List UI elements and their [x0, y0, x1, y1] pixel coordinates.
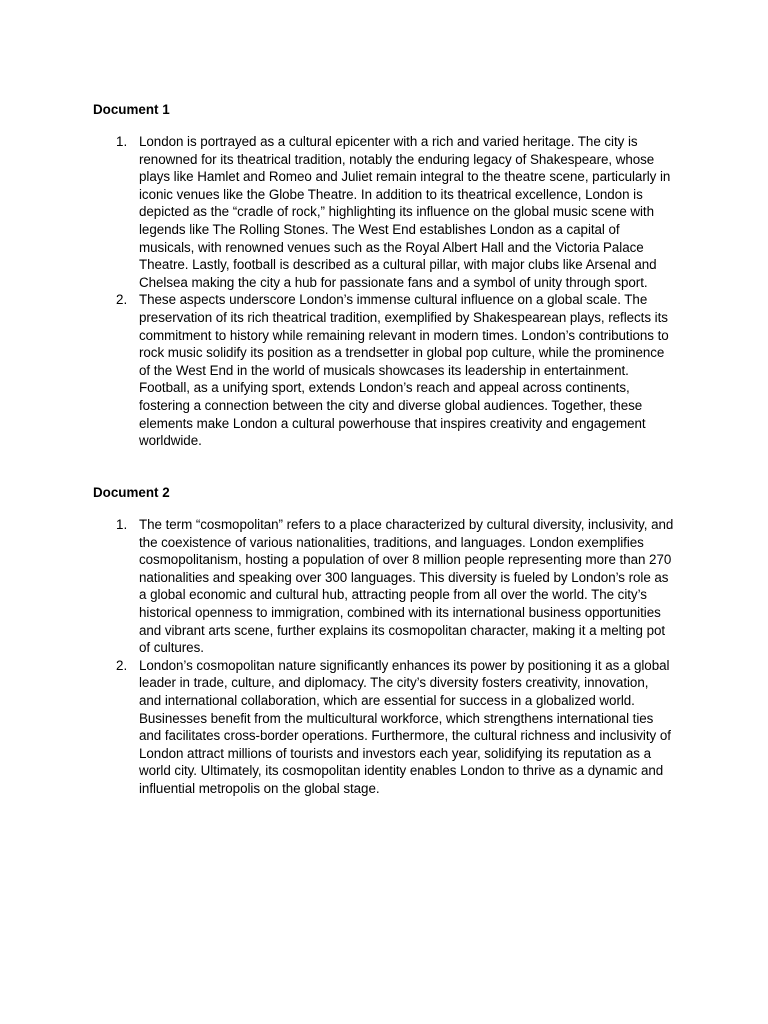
document-2-heading: Document 2 — [93, 485, 170, 500]
list-item-number: 2. — [116, 292, 128, 308]
list-item-text: The term “cosmopolitan” refers to a place characterized by cultural diversity, inclusivity, and the coexistence of various nationalities, traditions, and languages. London exemplifies cosmopolitanism, hosting a population of over 8 million people representing more than 270 nationalities and speaking over 300 languages. This diversity is fueled by London’s role as a global economic and cultural hub, attracting people from all over the world. The city’s historical openness to immigration, combined with its international business opportunities and vibrant arts scene, further explains its cosmopolitan character, making it a melting pot of cultures. — [139, 517, 674, 656]
document-2-list — [0, 516, 768, 798]
list-item-text: London is portrayed as a cultural epicenter with a rich and varied heritage. The city is renowned for its theatrical tradition, notably the enduring legacy of Shakespeare, whose plays like Hamlet and Romeo and Juliet remain integral to the theatre scene, particularly in iconic venues like the Globe Theatre. In addition to its theatrical excellence, London is depicted as the “cradle of rock,” highlighting its influence on the global music scene with legends like The Rolling Stones. The West End establishes London as a capital of musicals, with renowned venues such as the Royal Albert Hall and the Victoria Palace Theatre. Lastly, football is described as a cultural pillar, with major clubs like Arsenal and Chelsea making the city a hub for passionate fans and a symbol of unity through sport. — [139, 134, 671, 290]
document-2-list-item-2 — [0, 657, 768, 798]
list-item-number: 1. — [116, 517, 128, 532]
document-1-list — [0, 133, 768, 450]
document-1-list-item-1 — [0, 133, 768, 291]
document-1-heading: Document 1 — [93, 102, 170, 117]
list-item-text: These aspects underscore London’s immense cultural influence on a global scale. The preservation of its rich theatrical tradition, exemplified by Shakespearean plays, reflects its commitment to history while remaining relevant in modern times. London’s contributions to rock music solidify its position as a trendsetter in global pop culture, while the prominence of the West End in the world of musicals showcases its leadership in entertainment. Football, as a unifying sport, extends London’s reach and appeal across continents, fostering a connection between the city and diverse global audiences. Together, these elements make London a cultural powerhouse that inspires creativity and engagement worldwide. — [139, 292, 669, 449]
document-2-list-item-1 — [0, 516, 768, 657]
document-1-list-item-2 — [0, 291, 768, 449]
list-item-number: 1. — [116, 134, 128, 149]
list-item-number: 2. — [116, 657, 128, 673]
list-item-text: London’s cosmopolitan nature significantly enhances its power by positioning it as a global leader in trade, culture, and diplomacy. The city’s diversity fosters creativity, innovation, and international collaboration, which are essential for success in a globalized world. Businesses benefit from the multicultural workforce, which strengthens international ties and facilitates cross-border operations. Furthermore, the cultural richness and inclusivity of London attract millions of tourists and investors each year, solidifying its reputation as a world city. Ultimately, its cosmopolitan identity enables London to thrive as a dynamic and influential metropolis on the global stage. — [139, 657, 671, 796]
